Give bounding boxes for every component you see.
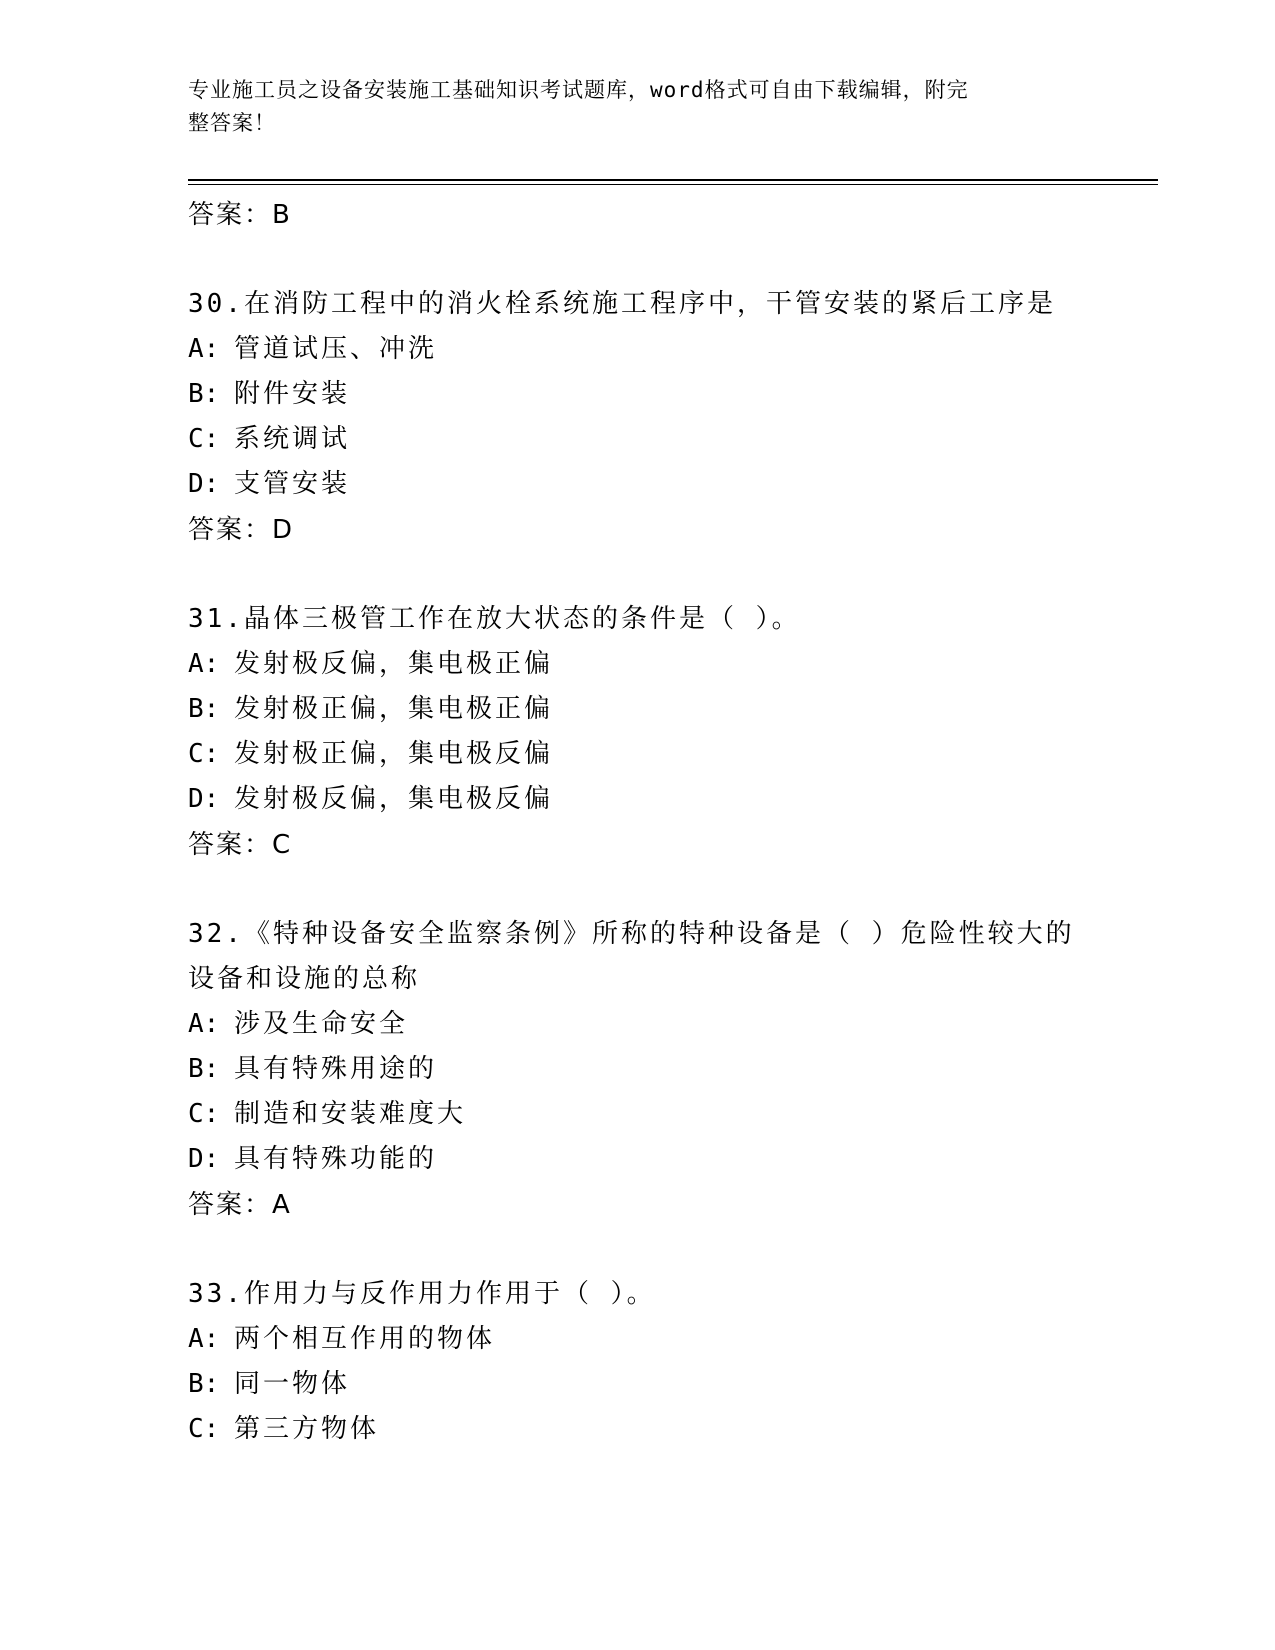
- question-spacer: [188, 238, 1188, 282]
- answer-line: 答案：B: [188, 200, 292, 230]
- question-block: [188, 282, 1188, 553]
- option-text: 涉及生命安全: [234, 1009, 409, 1039]
- option-row: [188, 372, 1188, 417]
- option-text: 第三方物体: [234, 1414, 380, 1444]
- question-spacer: [188, 1228, 1188, 1272]
- option-key: C:: [188, 739, 220, 769]
- option-row: [188, 732, 1188, 777]
- option-row: [188, 327, 1188, 372]
- option-text: 发射极反偏，集电极正偏: [234, 649, 554, 679]
- question-text: 30.在消防工程中的消火栓系统施工程序中，干管安装的紧后工序是: [188, 289, 1056, 319]
- option-text: 具有特殊用途的: [234, 1054, 438, 1084]
- question-list: [188, 192, 1188, 1452]
- option-key: A:: [188, 649, 220, 679]
- option-key: B:: [188, 694, 220, 724]
- option-key: A:: [188, 1009, 220, 1039]
- header-line-1: 专业施工员之设备安装施工基础知识考试题库，word格式可自由下载编辑，附完: [188, 78, 969, 102]
- header-divider-thin: [188, 184, 1158, 185]
- option-text: 管道试压、冲洗: [234, 334, 438, 364]
- option-text: 支管安装: [234, 469, 351, 499]
- header-divider: [188, 179, 1158, 181]
- option-text: 两个相互作用的物体: [234, 1324, 496, 1354]
- option-text: 发射极正偏，集电极反偏: [234, 739, 554, 769]
- option-text: 发射极正偏，集电极正偏: [234, 694, 554, 724]
- option-row: [188, 1362, 1188, 1407]
- option-row: [188, 642, 1188, 687]
- option-key: D:: [188, 469, 220, 499]
- option-row: [188, 1317, 1188, 1362]
- option-text: 发射极反偏，集电极反偏: [234, 784, 554, 814]
- option-row: [188, 1407, 1188, 1452]
- option-row: [188, 687, 1188, 732]
- question-spacer: [188, 868, 1188, 912]
- option-text: 同一物体: [234, 1369, 351, 1399]
- option-row: [188, 777, 1188, 822]
- document-header: [188, 74, 1068, 140]
- option-key: B:: [188, 1369, 220, 1399]
- option-key: A:: [188, 1324, 220, 1354]
- option-key: C:: [188, 1414, 220, 1444]
- header-line-2: 整答案！: [188, 111, 276, 135]
- answer-line: 答案：C: [188, 830, 293, 860]
- question-block: [188, 1272, 1188, 1452]
- question-text: 31.晶体三极管工作在放大状态的条件是（ ）。: [188, 604, 801, 634]
- option-key: B:: [188, 379, 220, 409]
- question-text: 设备和设施的总称: [188, 964, 421, 994]
- option-row: [188, 1137, 1188, 1182]
- option-text: 具有特殊功能的: [234, 1144, 438, 1174]
- option-key: D:: [188, 784, 220, 814]
- question-block: [188, 597, 1188, 868]
- option-key: C:: [188, 1099, 220, 1129]
- answer-line: 答案：D: [188, 515, 295, 545]
- question-spacer: [188, 553, 1188, 597]
- option-text: 制造和安装难度大: [234, 1099, 467, 1129]
- question-block: [188, 912, 1188, 1228]
- option-key: B:: [188, 1054, 220, 1084]
- option-text: 系统调试: [234, 424, 351, 454]
- option-row: [188, 1047, 1188, 1092]
- option-row: [188, 417, 1188, 462]
- option-row: [188, 1092, 1188, 1137]
- option-key: A:: [188, 334, 220, 364]
- option-key: C:: [188, 424, 220, 454]
- option-row: [188, 1002, 1188, 1047]
- option-row: [188, 462, 1188, 507]
- answer-line: 答案：A: [188, 1190, 292, 1220]
- option-text: 附件安装: [234, 379, 351, 409]
- option-key: D:: [188, 1144, 220, 1174]
- question-text: 33.作用力与反作用力作用于（ ）。: [188, 1279, 656, 1309]
- questions-container: [188, 238, 1188, 1452]
- question-text: 32.《特种设备安全监察条例》所称的特种设备是（ ）危险性较大的: [188, 919, 1075, 949]
